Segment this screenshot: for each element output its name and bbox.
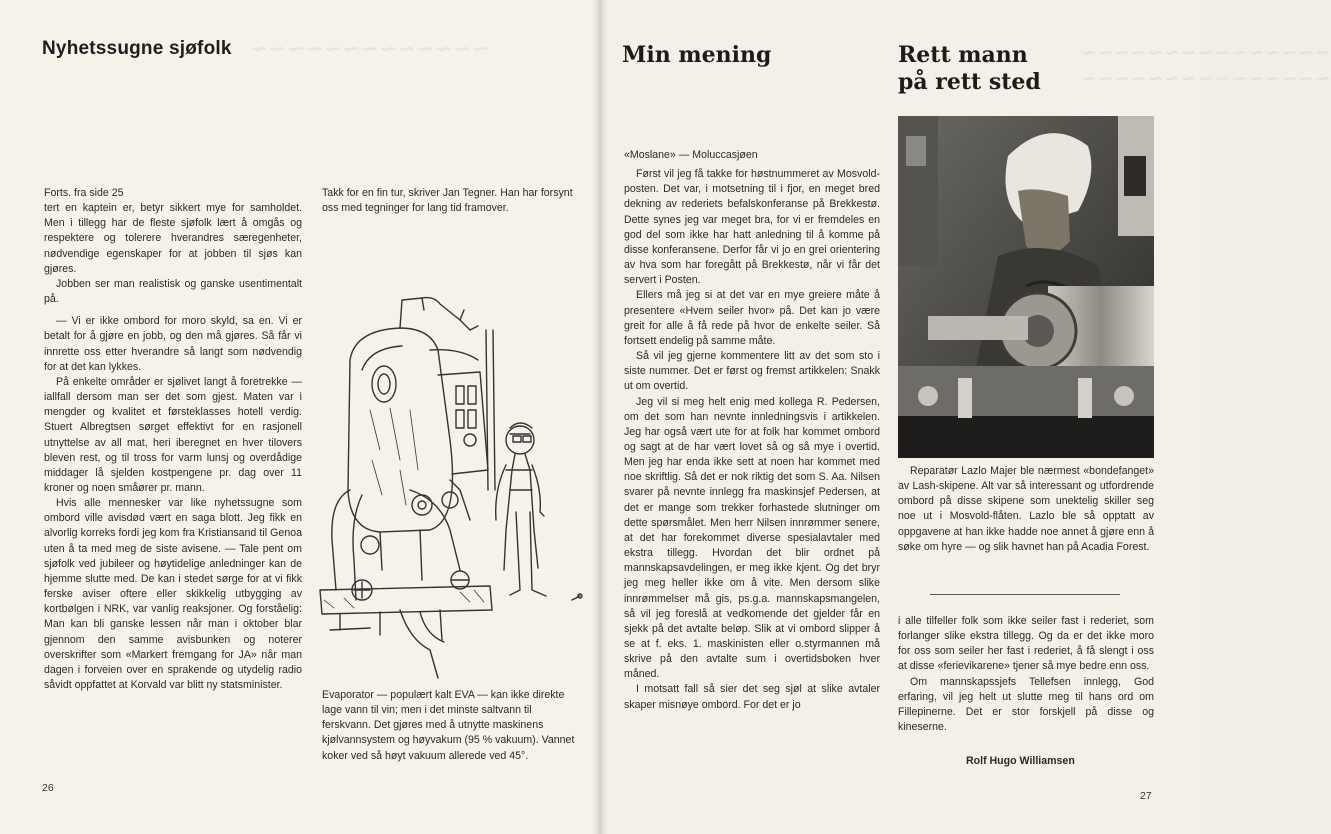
left-column-1 [44, 186, 302, 693]
paragraph: Først vil jeg få takke for høstnummeret av Mosvold-posten. Det var, i motsetning til i fjor, en meget bred dekning av rederiets befalskonferanse på Brekkestø. Dette synes jeg var meget bra, for vi er fremdeles en god del som ikke har hatt anledning til å komme på disse konferansene. Derfor får vi jo en grei orientering av hva som har foregått på Brekkestø, når vi får det servert i Posten. [624, 168, 880, 287]
paragraph: i alle tilfeller folk som ikke seiler fast i rederiet, som forlanger slike ekstra tillegg. Og da er det ikke moro for oss som seiler her fast i rederiet, å få slengt i oss at disse «ferievikarene» tjener så mye bedre enn oss. [898, 615, 1154, 673]
right-column-1 [624, 148, 880, 713]
author-signature: Rolf Hugo Williamsen [966, 755, 1075, 767]
feature-heading-line: på rett sted [898, 69, 1041, 95]
page-number: 26 [42, 782, 54, 794]
photo-caption [898, 464, 1154, 555]
paragraph: Jobben ser man realistisk og ganske usentimentalt på. [44, 277, 302, 306]
opinion-heading: Min mening [622, 42, 772, 68]
paragraph: Hvis alle mennesker var like nyhetssugne som ombord ville avisdød vært en saga blott. Jeg fikk en alvorlig korreks fordi jeg kom fra Kristiansand til Genoa uten å ta med meg de siste avisene. — Tale pent om sjøfolk ved jubileer og høytidelige anledninger kan de hjemme slutte med. De kan i stedet sørge for at vi fikk ferske aviser oftere eller skikkelig utbygging av kortbølgen i NRK, var vanlig reaksjoner. Og forståelig: Man kan bli ganske lessen når man i oktober blar gjennom den samme avisbunken og noterer overskrifter som «Markert fremgang for JA» når man dagen i forveien over en sprakende og utydelig radio såvidt oppfattet at Korvald var blitt ny statsminister. [44, 497, 302, 691]
bleed-through-text: ~~~~~~~~~~~~~ [250, 36, 490, 62]
intro-text: Takk for en fin tur, skriver Jan Tegner. Han har forsynt oss med tegninger for lang tid framover. [322, 187, 573, 215]
paragraph: Så vil jeg gjerne kommentere litt av det som sto i siste nummer. Det er først og fremst artikkelen: Snakk ut om overtid. [624, 350, 880, 393]
page-number: 27 [1140, 790, 1152, 802]
feature-heading-line: Rett mann [898, 42, 1028, 68]
illustration-caption [322, 688, 580, 764]
evaporator-illustration [310, 290, 594, 678]
machinist-photo [898, 116, 1154, 458]
paragraph: På enkelte områder er sjølivet langt å foretrekke — iallfall dersom man ser det som gjest. Maten var i mengder og kvalitet et førsteklasses hotell verdig. Stuert Albregtsen sørget effektivt for en rasjonell utnyttelse av all mat, heri iberegnet en hver tilovers bleven rest, og til tross for varm lunsj og overdådige middager lå sjelden kostpengene pr. dag over 11 kroner og noen småører pr. mann. [44, 375, 302, 494]
paragraph: — Vi er ikke ombord for moro skyld, sa en. Vi er betalt for å gjøre en jobb, og den må gjøres. Så får vi innrette oss etter hverandre så langt som nødvendig for at det kan lykkes. [44, 315, 302, 373]
paragraph: I motsatt fall så sier det seg sjøl at slike avtaler skaper misnøye ombord. For det er jo [624, 683, 880, 711]
paragraph: Ellers må jeg si at det var en mye greiere måte å presentere «Hvem seiler hvor» på. Det kan jo være greit for alle å få rede på hvor de enkelte seiler. Så fortsett endelig på samme måte. [624, 289, 880, 347]
divider [930, 594, 1120, 595]
dateline: «Moslane» — Moluccasjøen [624, 149, 758, 161]
caption-text: Reparatør Lazlo Majer ble nærmest «bondefanget» av Lash-skipene. Alt var så interessant og utfordrende ombord på disse skipene som unektelig skiller seg noe ut i Mosvold-flåten. Lazlo ble så opptatt av oppgavene at han ikke hadde noe annet å gjøre enn å søke om hyre — og slik havnet han på Acadia Forest. [898, 465, 1154, 553]
book-spine [592, 0, 608, 834]
paragraph: Om mannskapssjefs Tellefsen innlegg, God erfaring, vil jeg helt ut slutte meg til hans ord om Fillepinerne. Det er stor forskjell på disse og kineserne. [898, 675, 1154, 734]
left-column-2-intro [322, 186, 578, 216]
bleed-through-text: ~~~~~~~~~~~~~~~ [1080, 40, 1331, 64]
caption-text: Evaporator — populært kalt EVA — kan ikke direkte lage vann til vin; men i det minste saltvann til ferskvann. Det gjøres med å utnytte maskinens kjølvannsystem og høyvakum (95 % vakuum). Vannet koker ved så høyt vakuum allerede ved 45°. [322, 689, 575, 762]
right-column-2 [898, 614, 1154, 735]
continued-note: Forts. fra side 25 [44, 187, 124, 199]
bleed-through-text: ~~~~~~~~~~~~~~~ [1080, 66, 1331, 90]
feature-heading [898, 42, 1041, 96]
article-heading: Nyhetssugne sjøfolk [42, 38, 232, 59]
paragraph: Jeg vil si meg helt enig med kollega R. Pedersen, om det som han nevnte innledningsvis i artikkelen. Jeg har også vært ute for at folk har kommet ombord og sagt at de har vært lovet så og så mye i overtid. Men jeg har enda ikke sett at noen har kommet med noe skriftlig. Så det er nok riktig det som S. Aa. Nilsen svarer på nevnte innlegg fra maskinsjef Pedersen, at det er mange som trekker forhastede slutninger om dette spørsmålet. Men herr Nilsen innrømmer senere, at det har forekommet diverse spesialavtaler med ekstra tillegg. Hvordan det blir ordnet på mannskapsavdelingen, er meg ikke kjent. Og det bryr jeg meg heller ikke om å vite. Men dersom slike innrømmelser må gis, ps.g.a. mannskapsmangelen, så vil jeg foreslå at vedkomende det gjelder får en sjekk på det avtalte beløp. Slik at vi ombord slipper å se at f. eks. 1. maskinisten eller o.styrmannen må skrive på den avtalte sum i overtidsboken hver måned. [624, 395, 880, 681]
left-page [0, 0, 600, 834]
paragraph: tert en kaptein er, betyr sikkert mye for samholdet. Men i tillegg har de fleste sjøfolk lært å omgås og respektere og tolerere hverandres særegenheter, nødvendige egenskaper for at jobben til sjøs kan gjøres. [44, 202, 302, 275]
